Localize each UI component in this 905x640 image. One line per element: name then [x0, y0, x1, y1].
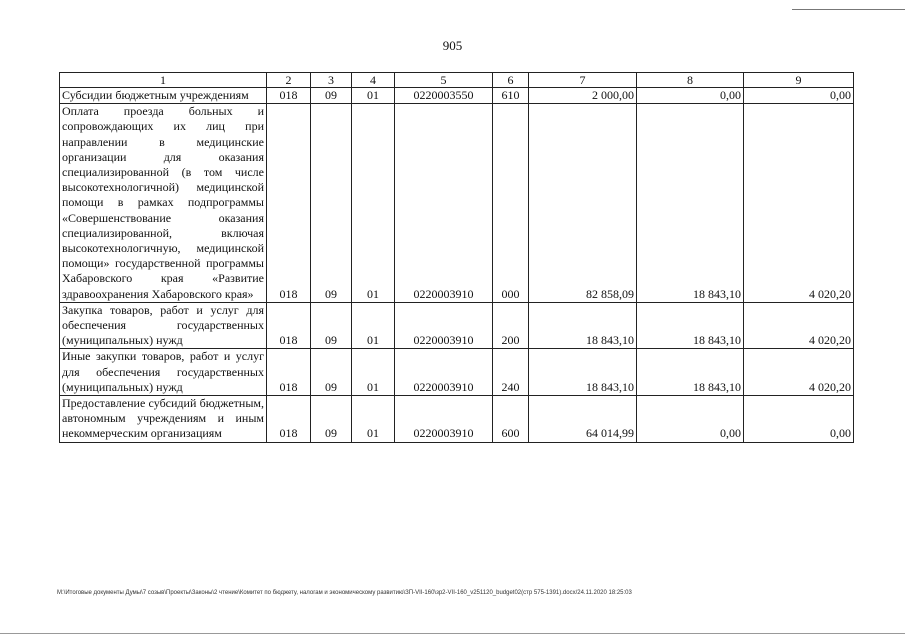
top-edge-line — [792, 9, 905, 10]
row-code: 018 — [267, 88, 311, 104]
table-row — [60, 88, 854, 104]
row-target: 0220003550 — [395, 88, 493, 104]
row-code: 018 — [267, 396, 311, 443]
row-value-1: 64 014,99 — [529, 396, 637, 443]
header-cell: 2 — [267, 73, 311, 88]
page-number: 905 — [442, 38, 463, 53]
row-value-2: 0,00 — [637, 88, 744, 104]
row-kind: 000 — [493, 104, 529, 303]
row-name: Оплата проезда больных и сопровождающих их лиц при направлении в медицинские организации для оказания специализированной (в том числе высокотехнологичной) медицинской помощи в рамках подпрограммы «Совершенствование оказания специализированной, включая высокотехнологичную, медицинской помощи» государственной программы Хабаровского края «Развитие здравоохранения Хабаровского края» — [60, 104, 267, 303]
header-cell: 9 — [744, 73, 854, 88]
row-target: 0220003910 — [395, 104, 493, 303]
row-code: 018 — [267, 349, 311, 396]
row-name: Закупка товаров, работ и услуг для обеспечения государственных (муниципальных) нужд — [60, 302, 267, 349]
budget-table — [59, 72, 854, 443]
row-value-1: 18 843,10 — [529, 349, 637, 396]
row-target: 0220003910 — [395, 349, 493, 396]
row-name: Предоставление субсидий бюджетным, автономным учреждениям и иным некоммерческим организациям — [60, 396, 267, 443]
table-row — [60, 396, 854, 443]
row-value-3: 4 020,20 — [744, 302, 854, 349]
bottom-edge-line — [0, 633, 905, 634]
row-value-2: 18 843,10 — [637, 349, 744, 396]
row-kind: 600 — [493, 396, 529, 443]
row-code: 018 — [267, 104, 311, 303]
header-cell: 1 — [60, 73, 267, 88]
row-value-1: 18 843,10 — [529, 302, 637, 349]
table-row — [60, 302, 854, 349]
row-subsection: 01 — [352, 302, 395, 349]
row-value-2: 18 843,10 — [637, 302, 744, 349]
row-section: 09 — [311, 349, 352, 396]
row-name: Субсидии бюджетным учреждениям — [60, 88, 267, 104]
table-row — [60, 349, 854, 396]
row-target: 0220003910 — [395, 302, 493, 349]
header-cell: 4 — [352, 73, 395, 88]
row-section: 09 — [311, 88, 352, 104]
row-value-3: 0,00 — [744, 396, 854, 443]
row-code: 018 — [267, 302, 311, 349]
row-subsection: 01 — [352, 88, 395, 104]
row-value-2: 18 843,10 — [637, 104, 744, 303]
row-value-3: 4 020,20 — [744, 104, 854, 303]
row-kind: 610 — [493, 88, 529, 104]
row-name: Иные закупки товаров, работ и услуг для обеспечения государственных (муниципальных) нужд — [60, 349, 267, 396]
document-file-path: M:\Итоговые документы Думы\7 созыв\Проекты\Законы\2 чтение\Комитет по бюджету, налогам и экономическому развитию\ЗП-VII-160\зр2-VII-160_v251120_budget02(стр 575-1391).docx/24.11.2020 18:25:03 — [57, 590, 632, 596]
row-value-1: 82 858,09 — [529, 104, 637, 303]
row-kind: 200 — [493, 302, 529, 349]
row-subsection: 01 — [352, 396, 395, 443]
row-section: 09 — [311, 396, 352, 443]
table-row — [60, 104, 854, 303]
row-value-2: 0,00 — [637, 396, 744, 443]
row-value-3: 4 020,20 — [744, 349, 854, 396]
header-cell: 8 — [637, 73, 744, 88]
row-value-1: 2 000,00 — [529, 88, 637, 104]
header-cell: 7 — [529, 73, 637, 88]
row-target: 0220003910 — [395, 396, 493, 443]
row-section: 09 — [311, 302, 352, 349]
header-cell: 6 — [493, 73, 529, 88]
row-value-3: 0,00 — [744, 88, 854, 104]
header-cell: 3 — [311, 73, 352, 88]
header-row — [60, 73, 854, 88]
row-kind: 240 — [493, 349, 529, 396]
row-section: 09 — [311, 104, 352, 303]
row-subsection: 01 — [352, 349, 395, 396]
header-cell: 5 — [395, 73, 493, 88]
row-subsection: 01 — [352, 104, 395, 303]
